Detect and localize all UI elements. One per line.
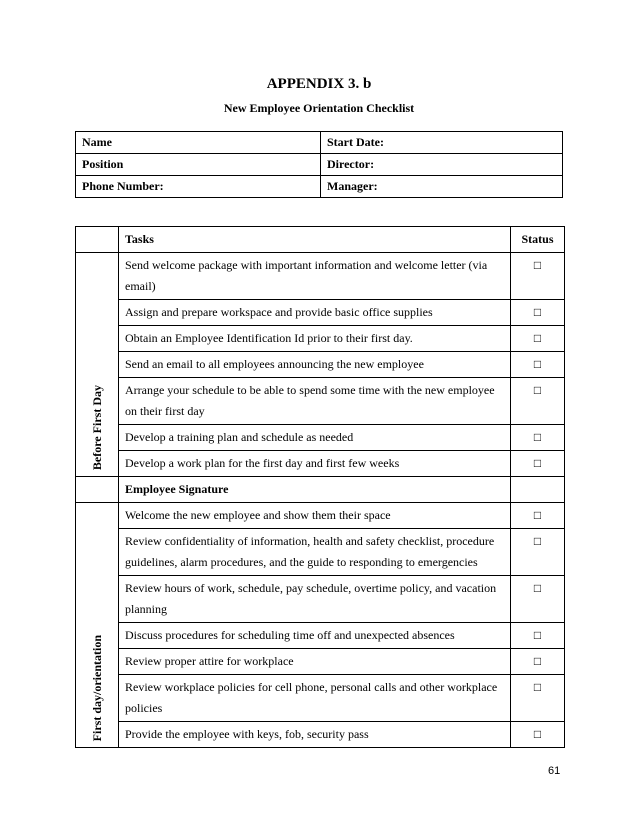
status-checkbox[interactable]: □ (511, 529, 565, 576)
position-label: Position (76, 154, 321, 176)
task-text: Send welcome package with important information and welcome letter (via email) (119, 253, 511, 300)
task-text: Welcome the new employee and show them their space (119, 503, 511, 529)
table-row (76, 451, 565, 477)
orientation-checklist-table (75, 226, 565, 748)
task-text: Develop a training plan and schedule as needed (119, 425, 511, 451)
task-text: Develop a work plan for the first day and first few weeks (119, 451, 511, 477)
employee-signature-row (76, 477, 565, 503)
status-checkbox[interactable]: □ (511, 425, 565, 451)
manager-label: Manager: (321, 176, 563, 198)
start-date-label: Start Date: (321, 132, 563, 154)
status-checkbox[interactable]: □ (511, 326, 565, 352)
status-checkbox[interactable]: □ (511, 503, 565, 529)
page-number: 61 (548, 765, 561, 777)
table-row (76, 649, 565, 675)
table-row (76, 425, 565, 451)
table-row (76, 529, 565, 576)
table-row (76, 623, 565, 649)
table-row (76, 675, 565, 722)
employee-info-table (75, 131, 563, 198)
table-row (76, 378, 565, 425)
status-checkbox[interactable]: □ (511, 623, 565, 649)
status-checkbox[interactable]: □ (511, 722, 565, 748)
table-row (76, 722, 565, 748)
checklist-subtitle: New Employee Orientation Checklist (223, 101, 415, 115)
before-first-day-section-label (76, 253, 119, 477)
signature-blank-cell (76, 477, 119, 503)
table-row (76, 352, 565, 378)
task-text: Discuss procedures for scheduling time off and unexpected absences (119, 623, 511, 649)
status-checkbox[interactable]: □ (511, 576, 565, 623)
table-row (76, 503, 565, 529)
task-text: Assign and prepare workspace and provide basic office supplies (119, 300, 511, 326)
table-row (76, 253, 565, 300)
table-row (76, 300, 565, 326)
task-text: Review hours of work, schedule, pay schedule, overtime policy, and vacation planning (119, 576, 511, 623)
table-row (76, 576, 565, 623)
task-text: Provide the employee with keys, fob, security pass (119, 722, 511, 748)
status-checkbox[interactable]: □ (511, 649, 565, 675)
first-day-orientation-section-label (76, 503, 119, 748)
task-text: Review proper attire for workplace (119, 649, 511, 675)
task-text: Review confidentiality of information, health and safety checklist, procedure guidelines, alarm procedures, and the guide to responding to emergencies (119, 529, 511, 576)
checklist-header-row (76, 227, 565, 253)
header-blank-cell (76, 227, 119, 253)
phone-number-label: Phone Number: (76, 176, 321, 198)
name-label: Name (76, 132, 321, 154)
first-day-orientation-section-text: First day/orientation (90, 634, 104, 741)
task-text: Send an email to all employees announcing the new employee (119, 352, 511, 378)
director-label: Director: (321, 154, 563, 176)
status-checkbox[interactable]: □ (511, 675, 565, 722)
employee-signature-label: Employee Signature (119, 477, 511, 503)
before-first-day-section-text: Before First Day (90, 384, 104, 470)
task-text: Review workplace policies for cell phone, personal calls and other workplace policies (119, 675, 511, 722)
status-column-header: Status (511, 227, 565, 253)
status-checkbox[interactable]: □ (511, 300, 565, 326)
status-checkbox[interactable]: □ (511, 451, 565, 477)
task-text: Obtain an Employee Identification Id prior to their first day. (119, 326, 511, 352)
task-text: Arrange your schedule to be able to spend some time with the new employee on their first day (119, 378, 511, 425)
status-checkbox[interactable]: □ (511, 253, 565, 300)
appendix-title: APPENDIX 3. b (266, 76, 372, 92)
status-checkbox[interactable]: □ (511, 352, 565, 378)
tasks-column-header: Tasks (119, 227, 511, 253)
status-checkbox[interactable]: □ (511, 378, 565, 425)
signature-status-cell (511, 477, 565, 503)
table-row (76, 326, 565, 352)
